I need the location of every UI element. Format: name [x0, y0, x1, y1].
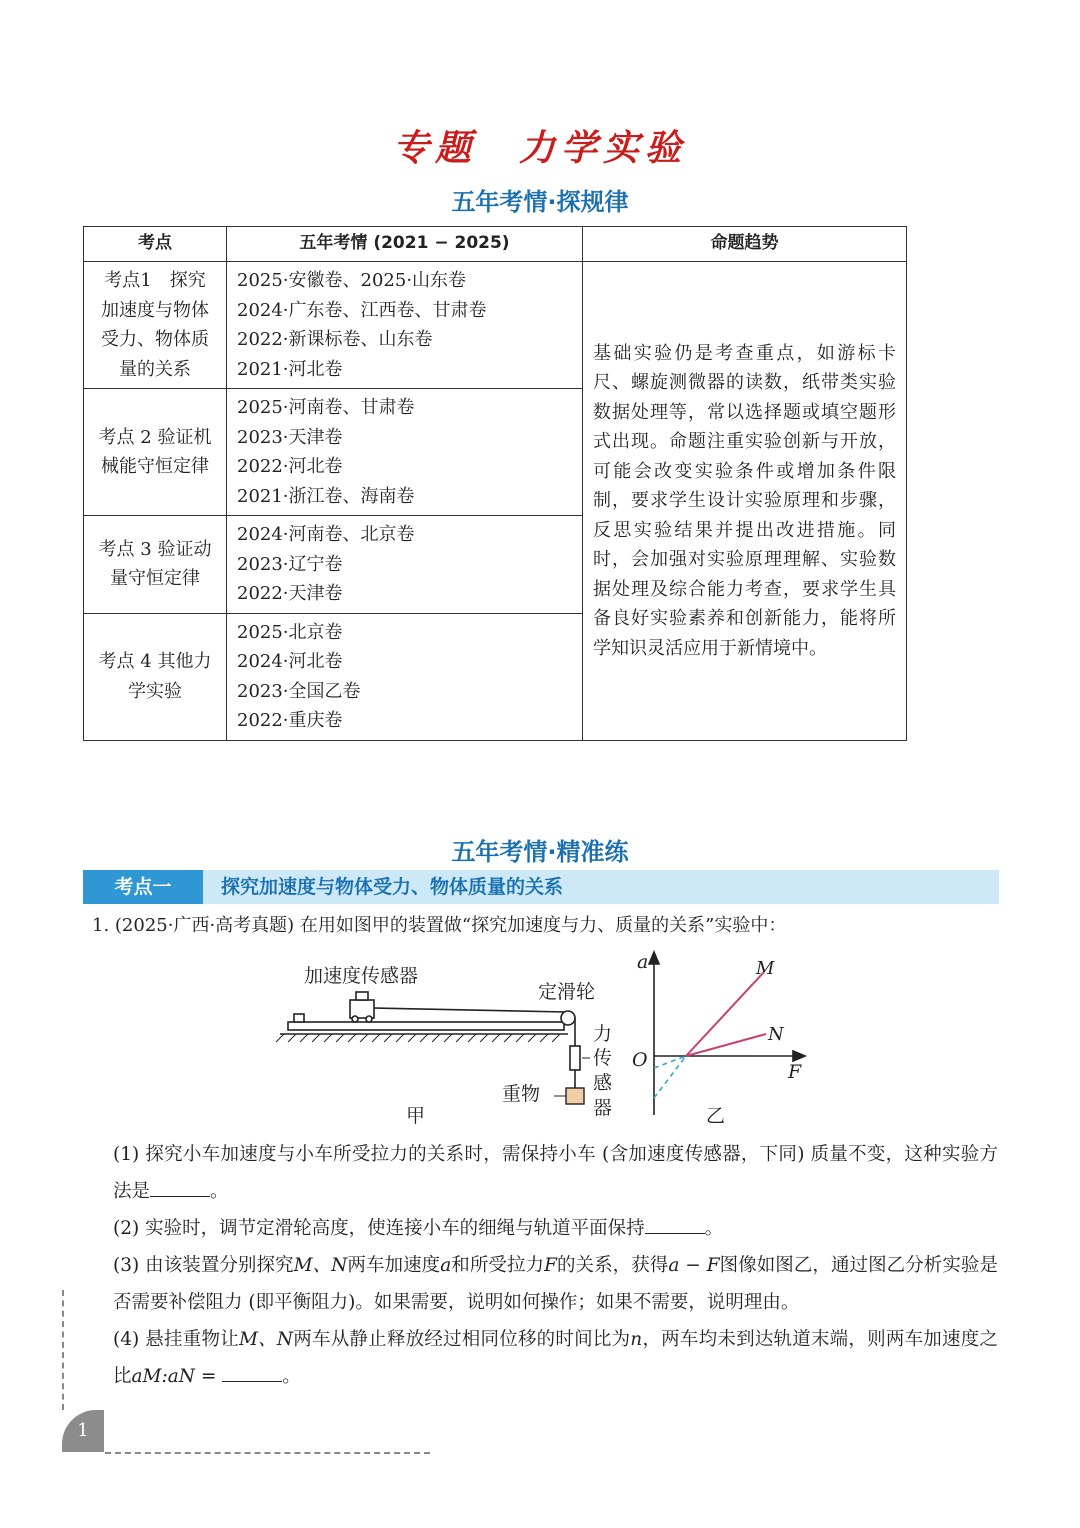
part-4-text: (4) 悬挂重物让 — [113, 1329, 239, 1350]
point-text: 学实验 — [128, 680, 182, 702]
year-entry: 2025·安徽卷、2025·山东卷 — [237, 270, 467, 291]
force-sensor-label-4: 器 — [593, 1098, 613, 1119]
trend-cell: 基础实验仍是考查重点，如游标卡尺、螺旋测微器的读数，纸带类实验数据处理等，常以选择题或填空题形式出现。命题注重实验创新与开放，可能会改变实验条件或增加条件限制，要求学生设计实验原理和步骤，反思实验结果并提出改进措施。同时，会加强对实验原理理解、实验数据处理及综合能力考查，要求学生具备良好实验素养和创新能力，能将所学知识灵活应用于新情境中。 — [583, 262, 907, 741]
year-entry: 2023·全国乙卷 — [237, 680, 361, 702]
sensor-label: 加速度传感器 — [304, 966, 419, 987]
year-entry: 2021·浙江卷、海南卷 — [237, 485, 415, 507]
force-sensor — [570, 1046, 580, 1070]
point-cell — [84, 516, 227, 614]
weight-block — [566, 1088, 584, 1104]
margin-dash-vertical — [62, 1290, 64, 1410]
year-entry: 2022·天津卷 — [237, 583, 343, 604]
question-stem: 1. (2025·广西·高考真题) 在用如图甲的装置做“探究加速度与力、质量的关系”实验中： — [92, 915, 787, 936]
experiment-figure — [270, 950, 810, 1134]
years-cell — [227, 389, 583, 516]
years-cell — [227, 516, 583, 614]
figure-svg — [270, 950, 810, 1130]
page-title: 专题 力学实验 — [392, 128, 687, 169]
string — [374, 1008, 566, 1012]
years-cell — [227, 262, 583, 389]
point-text: 考点 2 验证机 — [98, 426, 212, 448]
answer-blank-4[interactable] — [222, 1363, 282, 1382]
point-text: 受力、物体质 — [101, 329, 209, 350]
answer-blank-2[interactable] — [645, 1215, 705, 1234]
weight-label: 重物 — [502, 1084, 541, 1105]
exam-table — [83, 226, 907, 741]
part-1-end: 。 — [210, 1181, 229, 1202]
answer-blank-1[interactable] — [150, 1178, 210, 1197]
var-graph: a − F — [668, 1255, 720, 1276]
force-sensor-label-2: 传 — [593, 1048, 613, 1069]
part-3-text: (3) 由该装置分别探究 — [113, 1255, 294, 1276]
line-m-extension — [654, 1056, 686, 1098]
track — [288, 1022, 564, 1030]
year-entry: 2022·河北卷 — [237, 456, 343, 477]
year-entry: 2022·重庆卷 — [237, 710, 343, 731]
part-4-text: ，两车均未到达轨道末端，则两车加速度之比 — [113, 1329, 998, 1387]
var-mn: M、N — [293, 1255, 348, 1276]
line-m — [686, 972, 764, 1056]
topic-title: 探究加速度与物体受力、物体质量的关系 — [221, 876, 564, 898]
part-2 — [113, 1210, 998, 1247]
pulley-label: 定滑轮 — [538, 982, 596, 1003]
part-3 — [113, 1247, 998, 1321]
track-stop — [294, 1014, 304, 1022]
axis-y-label: a — [637, 951, 649, 973]
section-title-practice: 五年考情·精准练 — [451, 838, 629, 866]
var-f: F — [544, 1255, 557, 1276]
point-text: 量守恒定律 — [110, 568, 200, 590]
topic-tag: 考点一 — [83, 870, 203, 904]
part-3-text: 的关系，获得 — [556, 1255, 669, 1276]
caption-b: 乙 — [706, 1106, 726, 1127]
point-cell — [84, 389, 227, 516]
part-3-text: 图像如图乙，通过图乙分析实验是否需要补偿阻力 (即平衡阻力)。如果需要，说明如何操作；如果不需要，说明理由。 — [113, 1255, 998, 1313]
point-text: 量的关系 — [119, 358, 191, 380]
year-entry: 2023·天津卷 — [237, 426, 343, 448]
part-4 — [113, 1321, 998, 1395]
part-3-text: 两车加速度 — [347, 1255, 441, 1276]
part-3-text: 和所受拉力 — [451, 1255, 545, 1276]
header-point: 考点 — [84, 227, 227, 262]
year-entry: 2023·辽宁卷 — [237, 553, 343, 575]
accel-sensor — [356, 992, 368, 1000]
var-n: n — [630, 1329, 643, 1350]
margin-dash-horizontal — [105, 1452, 430, 1454]
force-sensor-label-3: 感 — [593, 1073, 613, 1094]
point-text: 考点1 探究 — [104, 270, 206, 291]
line-m-label: M — [756, 958, 775, 979]
part-4-end: 。 — [282, 1366, 301, 1387]
var-ratio: aM:aN = — [131, 1366, 217, 1387]
year-entry: 2021·河北卷 — [237, 358, 343, 380]
page-number: 1 — [62, 1410, 104, 1452]
caption-a: 甲 — [406, 1106, 426, 1127]
part-1-text: (1) 探究小车加速度与小车所受拉力的关系时，需保持小车 (含加速度传感器，下同) 质量不变，这种实验方法是 — [113, 1144, 998, 1202]
part-1 — [113, 1136, 998, 1210]
year-entry: 2024·广东卷、江西卷、甘肃卷 — [237, 299, 487, 321]
question-parts — [113, 1136, 998, 1395]
table-row — [84, 262, 907, 389]
point-text: 加速度与物体 — [101, 299, 209, 321]
header-years: 五年考情 (2021 − 2025) — [227, 227, 583, 262]
year-entry: 2024·河北卷 — [237, 651, 343, 672]
line-n-label: N — [768, 1024, 784, 1045]
point-text: 考点 3 验证动 — [98, 538, 212, 560]
year-entry: 2022·新课标卷、山东卷 — [237, 329, 433, 350]
line-n — [686, 1034, 766, 1056]
year-entry: 2025·北京卷 — [237, 621, 343, 643]
point-cell — [84, 262, 227, 389]
origin-label: O — [632, 1049, 648, 1071]
header-trend: 命题趋势 — [583, 227, 907, 262]
point-text: 考点 4 其他力 — [98, 651, 212, 672]
force-sensor-label-1: 力 — [593, 1024, 613, 1045]
years-cell — [227, 613, 583, 740]
section-title-trends: 五年考情·探规律 — [451, 188, 629, 216]
part-4-text: 两车从静止释放经过相同位移的时间比为 — [293, 1329, 631, 1350]
var-a: a — [440, 1255, 452, 1276]
part-2-text: (2) 实验时，调节定滑轮高度，使连接小车的细绳与轨道平面保持 — [113, 1218, 645, 1239]
x-arrow — [793, 1051, 805, 1061]
year-entry: 2024·河南卷、北京卷 — [237, 524, 415, 545]
y-arrow — [649, 952, 659, 964]
point-text: 械能守恒定律 — [101, 456, 209, 477]
table-header-row — [84, 227, 907, 262]
part-2-end: 。 — [704, 1218, 724, 1239]
year-entry: 2025·河南卷、甘肃卷 — [237, 397, 415, 418]
cart — [350, 1000, 374, 1018]
topic-banner — [83, 870, 999, 904]
var-mn: M、N — [238, 1329, 294, 1350]
pulley — [561, 1011, 575, 1025]
point-cell — [84, 613, 227, 740]
axis-x-label: F — [788, 1061, 802, 1083]
